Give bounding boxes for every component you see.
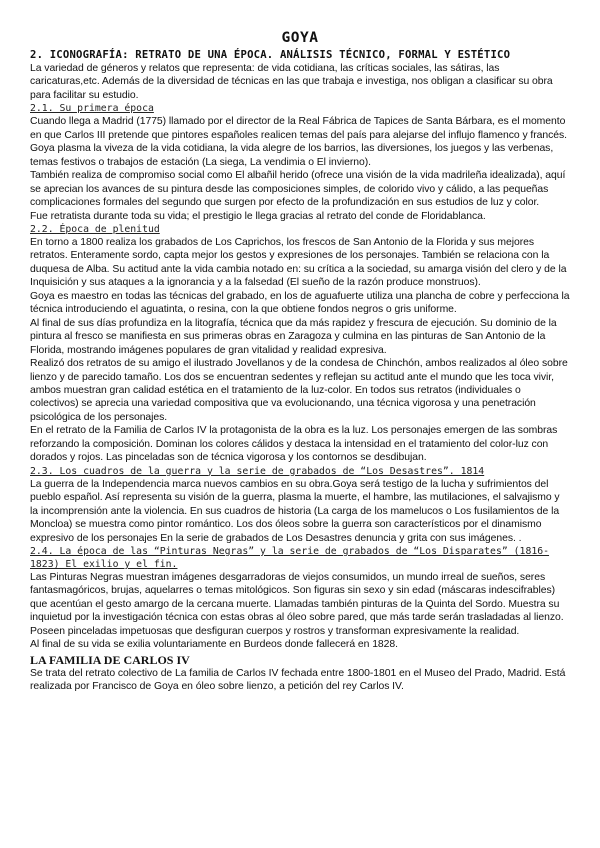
paragraph: En torno a 1800 realiza los grabados de Los Caprichos, los frescos de San Antonio de la Florida y sus mejores retratos. Enteramente sordo, capta mejor los gestos y expresiones de los personajes. También se relaciona con la duquesa de Alba. Su actitud ante la vida cambia notado en: su crítica a la sociedad, su amarga visión del clero y de la Inquisición y sus ataques a la ignorancia y a la falsedad (El sueño de la razón produce monstruos).	[30, 236, 567, 289]
paragraph: Al final de su vida se exilia voluntariamente en Burdeos donde fallecerá en 1828.	[30, 639, 398, 651]
paragraph: La guerra de la Independencia marca nuevos cambios en su obra.Goya será testigo de la lucha y sufrimientos del pueblo español. Así representa su visión de la guerra, plasma la muerte, el hambre, las mutilaciones, el salvajismo y la incomprensión ante la violencia. En sus cuadros de historia (La carga de los mamelucos o Los fusilamientos de la Moncloa) se muestra como pintor romántico. Los dos óleos sobre la guerra son característicos por el dinamismo expresivo de los personajes En la serie de grabados de Los Desastres denuncia y grita con sus imágenes. .	[30, 478, 560, 544]
paragraph: Fue retratista durante toda su vida; el prestigio le llega gracias al retrato del conde de Floridablanca.	[30, 210, 486, 222]
paragraph: También realiza de compromiso social como El albañil herido (ofrece una visión de la vida madrileña idealizada), aquí se aprecian los avances de su pintura desde las composiciones simples, de colorido vivo y cálido, a las pequeñas complicaciones formales del segundo que surgen por efecto de la profundización en sus estudios de luz y color.	[30, 170, 566, 209]
subsection-heading-plenitud: 2.2. Época de plenitud	[30, 223, 160, 235]
paragraph: Se trata del retrato colectivo de La familia de Carlos IV fechada entre 1800-1801 en el Museo del Prado, Madrid. Está realizada por Francisco de Goya en óleo sobre lienzo, a petición del rey Carlos IV.	[30, 667, 566, 693]
paragraph: Las Pinturas Negras muestran imágenes desgarradoras de viejos consumidos, un mundo irreal de sueños, seres fantasmagóricos, brujas, aquelarres o temas mitológicos. Son figuras sin sexo y sin edad (máscaras indescifrables) que acentúan el gesto amargo de la cercana muerte. Llamadas también pinturas de la Quinta del Sordo. Muestra su inquietud por la investigación técnica con estas obras al óleo sobre pared, que más tarde serán trasladadas al lienzo. Poseen pinceladas impetuosas que desfiguran cuerpos y rostros y transforman expresivamente la realidad.	[30, 571, 564, 637]
page-title: GOYA	[281, 30, 319, 46]
intro-paragraph: La variedad de géneros y relatos que representa: de vida cotidiana, las críticas sociales, las sátiras, las caricaturas,etc. Además de la diversidad de técnicas en las que trabaja e investiga, nos obligan a clasificar su obra para facilitar su estudio.	[30, 63, 553, 101]
familia-carlos-iv-heading: LA FAMILIA DE CARLOS IV	[30, 652, 190, 667]
paragraph: Goya es maestro en todas las técnicas del grabado, en los de aguafuerte utiliza una plancha de cobre y perfecciona la técnica introduciendo el aguatinta, o resina, con la que obtiene fondos negros o gris uniforme.	[30, 290, 570, 316]
paragraph: Cuando llega a Madrid (1775) llamado por el director de la Real Fábrica de Tapices de Santa Bárbara, es el momento en que Carlos III pretende que pintores españoles realicen temas del país para alejarse del influjo flamenco y francés. Goya plasma la viveza de la vida cotidiana, la vida alegre de los barrios, las diversiones, los juegos y las verbenas, temas festivos o trabajos de estación (La siega, La vendimia o El invierno).	[30, 116, 567, 168]
subsection-heading-guerra: 2.3. Los cuadros de la guerra y la serie de grabados de “Los Desastres”. 1814	[30, 465, 485, 477]
section-heading: 2. ICONOGRAFÍA: RETRATO DE UNA ÉPOCA. ANÁLISIS TÉCNICO, FORMAL Y ESTÉTICO	[30, 49, 511, 61]
paragraph: Al final de sus días profundiza en la litografía, técnica que da más rapidez y frescura de ejecución. Su dominio de la pintura al fresco se manifiesta en sus primeras obras en Zaragoza y culmina en las pinturas de San Antonio de la Florida, mostrando imágenes populares de gran vitalidad y realidad expresiva.	[30, 317, 557, 356]
subsection-heading-pinturas-negras: 2.4. La época de las “Pinturas Negras” y la serie de grabados de “Los Disparates” (1816-1823) El exilio y el fin.	[30, 545, 550, 570]
subsection-heading-primera-epoca: 2.1. Su primera época	[30, 103, 154, 115]
paragraph: Realizó dos retratos de su amigo el ilustrado Jovellanos y de la condesa de Chinchón, ambos realizados al óleo sobre lienzo y de parecido tamaño. Los dos se encuentran sedentes y reflejan su actitud ante el mundo que les toca vivir, ambos muestran gran calidad estética en el tratamiento de la luz-color. En todos sus retratos (individuales o colectivos) se aprecia una variedad compositiva que va evolucionando, una técnica vigorosa y una penetración psicológica de los personajes.	[30, 358, 568, 423]
paragraph: En el retrato de la Familia de Carlos IV la protagonista de la obra es la luz. Los personajes emergen de las sombras reforzando la composición. Dominan los colores cálidos y destaca la intensidad en el tratamiento del color-luz con dorados y rojos. Las pinceladas son de técnica vigorosa y los contornos se desdibujan.	[30, 425, 558, 464]
